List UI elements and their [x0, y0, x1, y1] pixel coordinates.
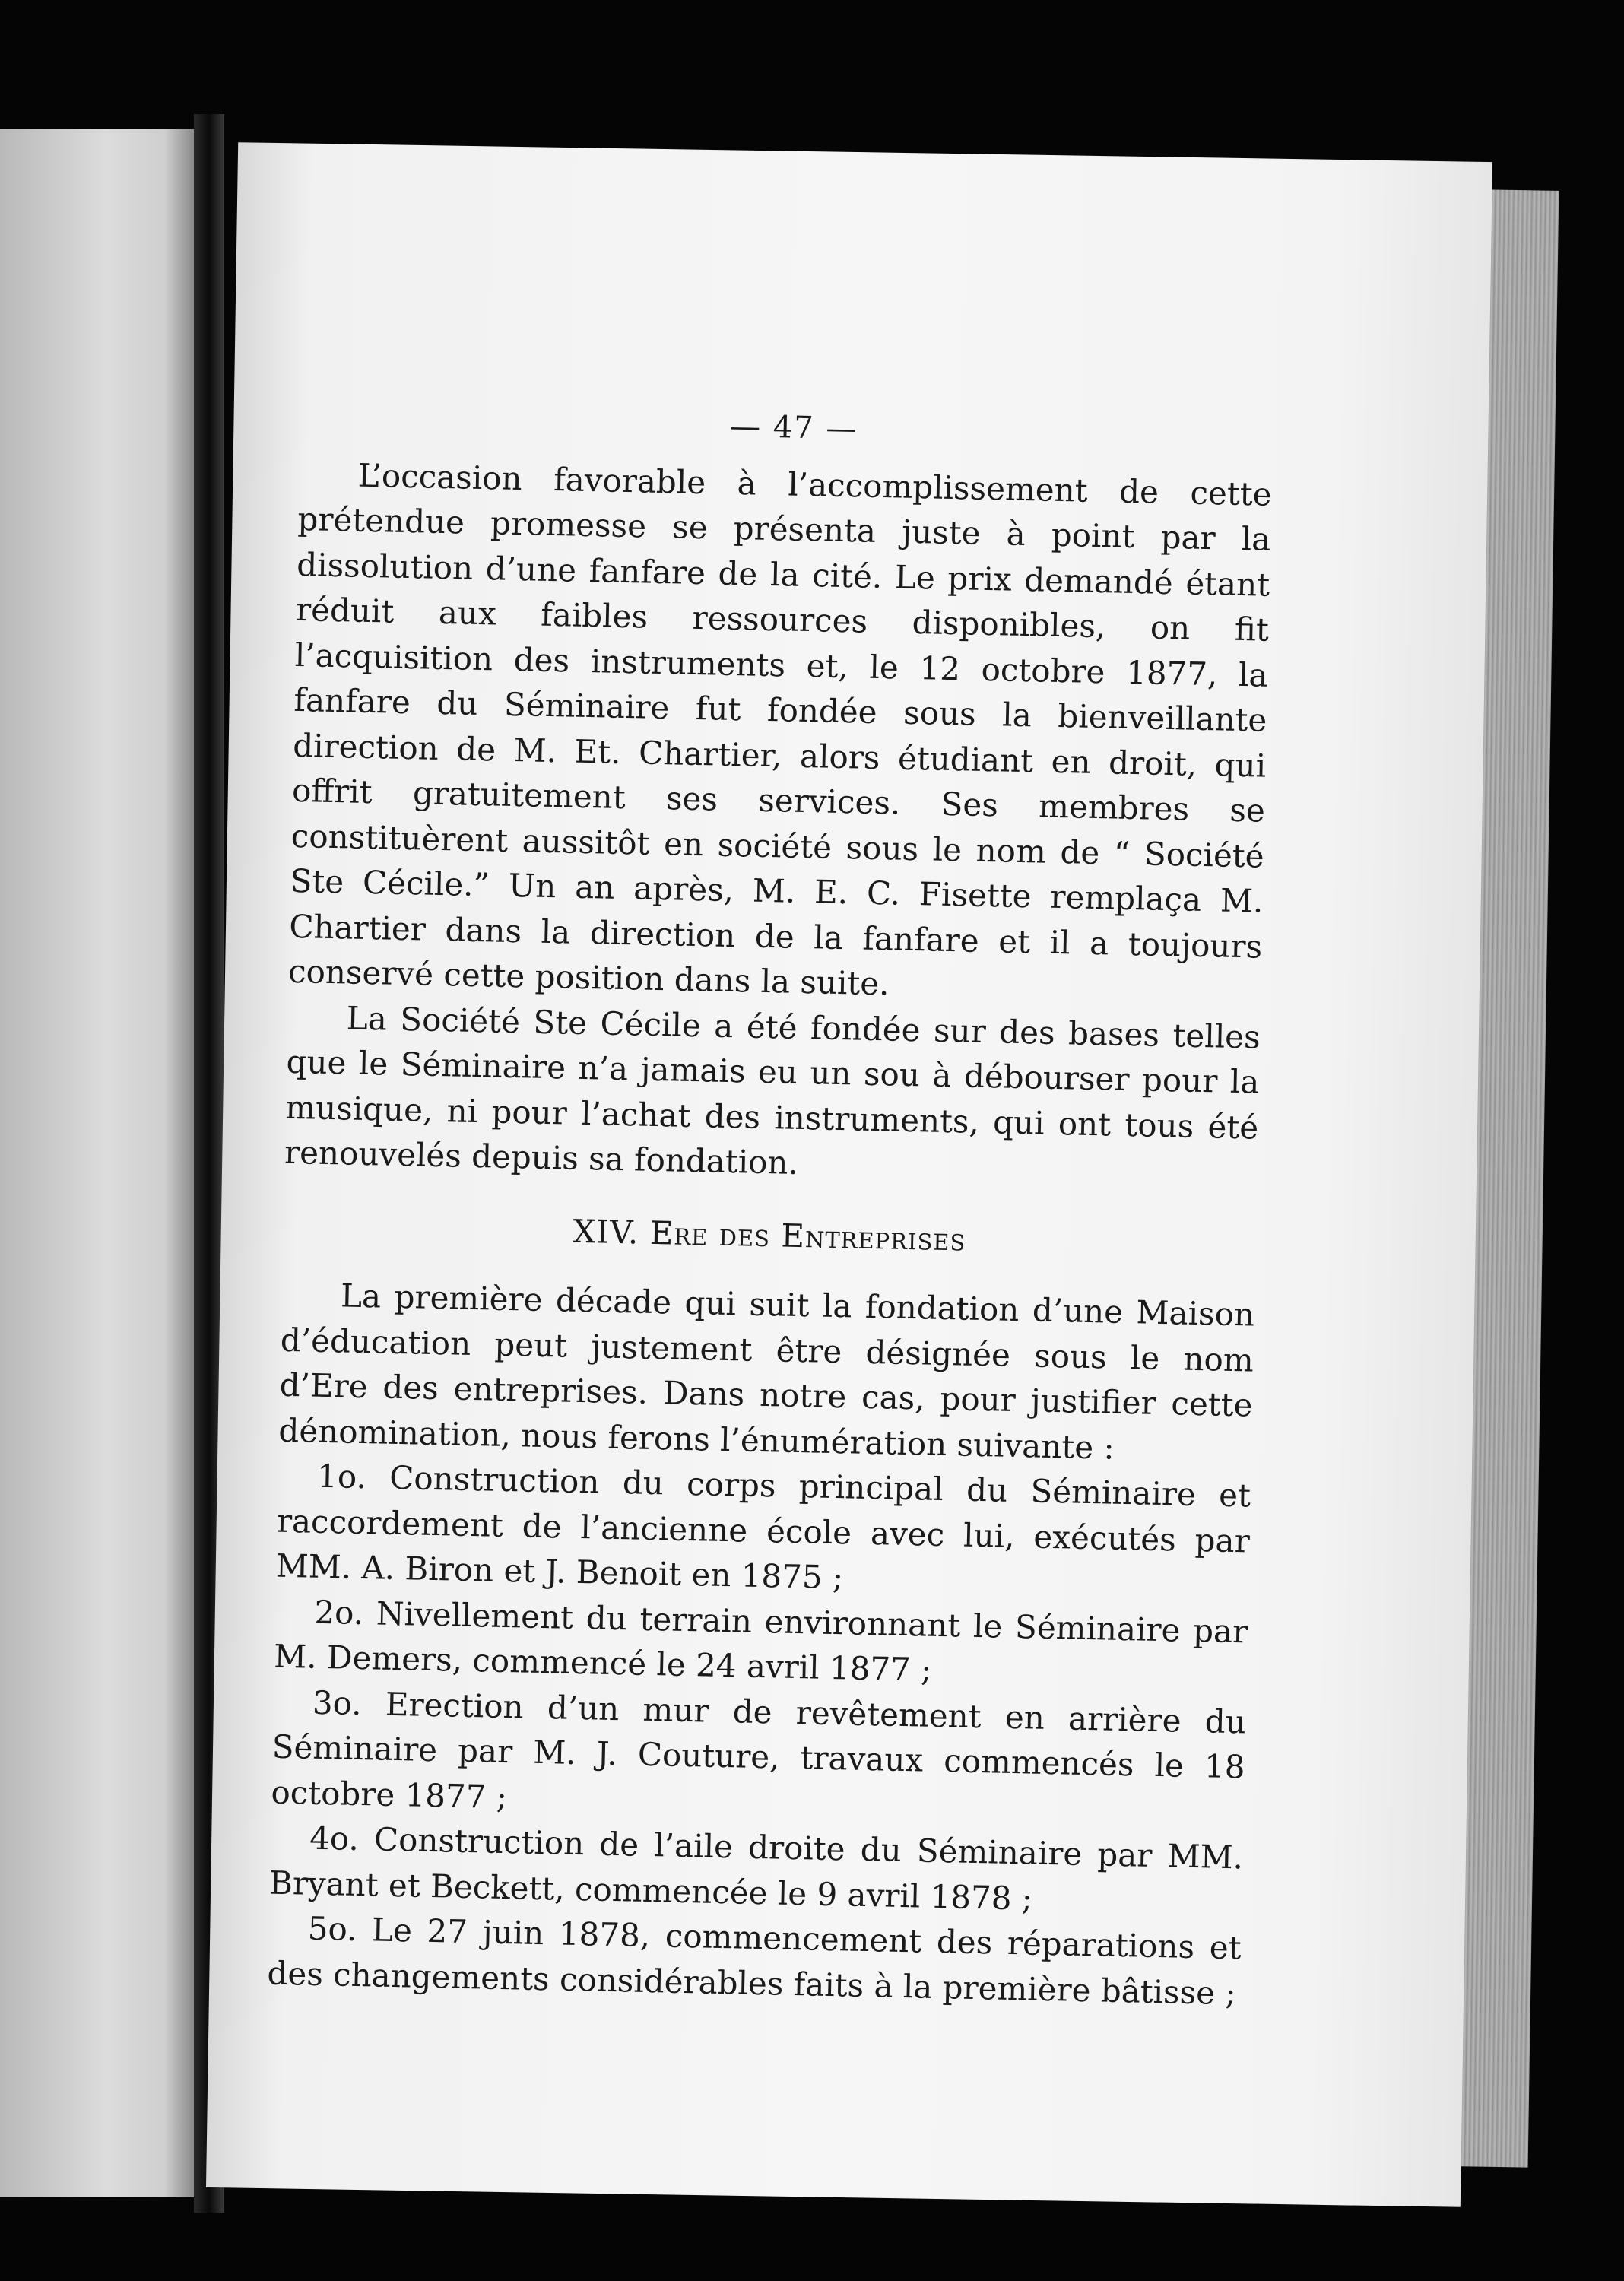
list-item: 1o. Construction du corps principal du Séminaire et raccordement de l’ancienne école avec lui, exécutés par MM. A. Biron et J. Benoit en 1875 ; [275, 1457, 1251, 1597]
page-number: — 47 — [729, 408, 858, 447]
page-text [267, 395, 1274, 2016]
section-heading [283, 1202, 1257, 1267]
section-title: Ere des Entreprises [649, 1213, 966, 1258]
facing-page-edge [0, 129, 194, 2197]
list-item: 3o. Erection d’un mur de revêtement en arrière du Séminaire par M. J. Couture, travaux commencés le 18 octobre 1877 ; [271, 1683, 1247, 1816]
list-item: 2o. Nivellement du terrain environnant le Séminaire par M. Demers, commencé le 24 avril 1877 ; [273, 1593, 1248, 1689]
paragraph-fanfare: L’occasion favorable à l’accomplissement de cette prétendue promesse se présenta juste à point par la dissolution d’une fanfare de la cité. Le prix demandé étant réduit aux faibles ressources disponibles, on fit l’acquisition des instruments et, le 12 octobre 1877, la fanfare du Séminaire fut fondée sous la bienveillante direction de M. Et. Chartier, alors étudiant en droit, qui offrit gratuitement ses services. Ses membres se constituèrent aussitôt en société sous le nom de “ Société Ste Cécile.” Un an après, M. E. C. Fisette remplaça M. Chartier dans la direction de la fanfare et il a toujours conservé cette position dans la suite. [287, 456, 1273, 1003]
list-item: 4o. Construction de l’aile droite du Séminaire par MM. Bryant et Beckett, commencée le 9 avril 1878 ; [268, 1819, 1244, 1918]
section-number: XIV. [573, 1212, 639, 1252]
paragraph-intro: La première décade qui suit la fondation d’une Maison d’éducation peut justement être désignée sous le nom d’Ere des entreprises. Dans notre cas, pour justifier cette dénomination, nous ferons l’énumération suivante : [278, 1277, 1255, 1467]
paragraph-societe: La Société Ste Cécile a été fondée sur des bases telles que le Séminaire n’a jamais eu un sou à débourser pour la musique, ni pour l’achat des instruments, qui ont tous été renouvelés depuis sa fondation. [284, 998, 1261, 1182]
list-item: 5o. Le 27 juin 1878, commencement des réparations et des changements considérables faits à la première bâtisse ; [267, 1909, 1242, 2012]
